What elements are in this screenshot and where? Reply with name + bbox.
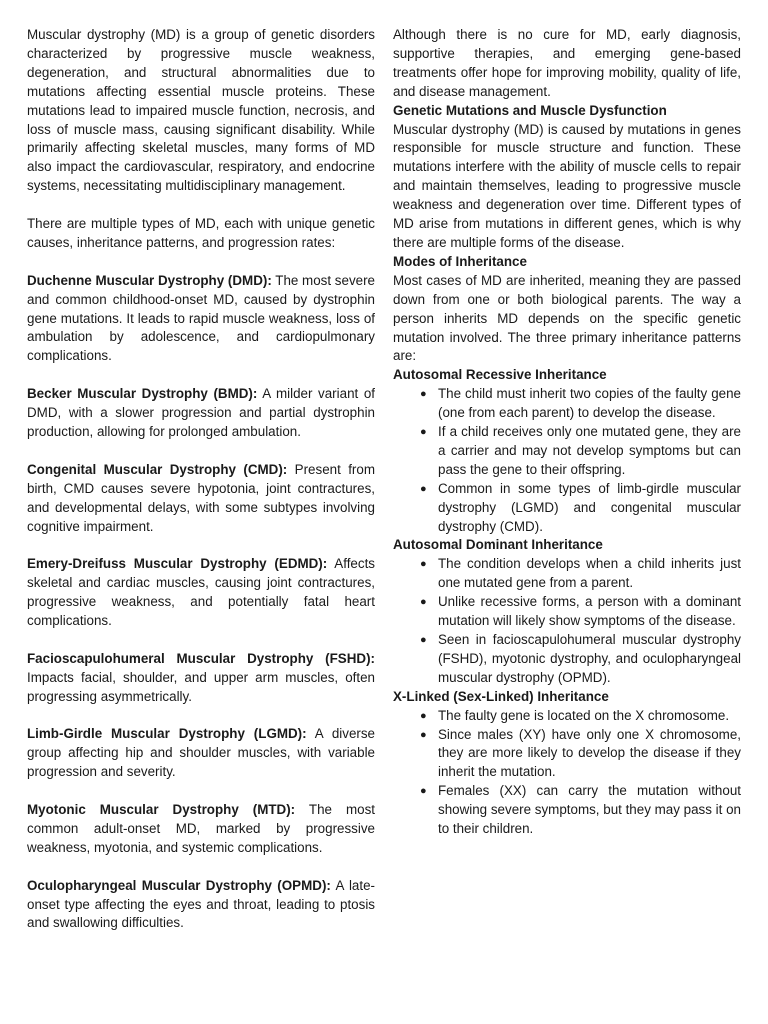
xlinked-heading: X-Linked (Sex-Linked) Inheritance xyxy=(393,688,609,704)
outlook-paragraph: Although there is no cure for MD, early diagnosis, supportive therapies, and emerging gene-based treatments offer hope for improving mobility, quality of life, and disease management. xyxy=(393,27,741,99)
bullet-icon: ● xyxy=(420,482,427,495)
type-mtd xyxy=(27,801,375,858)
list-item xyxy=(393,707,741,726)
type-dmd xyxy=(27,272,375,367)
type-desc: The most severe and common childhood-onset MD, caused by dystrophin gene mutations. It leads to rapid muscle weakness, loss of ambulation by adolescence, and cardiopulmonary complications. xyxy=(27,272,375,364)
type-desc: The most common adult-onset MD, marked by progressive weakness, myotonia, and systemic complications. xyxy=(27,802,375,855)
genetics-heading: Genetic Mutations and Muscle Dysfunction xyxy=(393,102,667,118)
list-item xyxy=(393,631,741,688)
list-item xyxy=(393,726,741,783)
intro-paragraph: Muscular dystrophy (MD) is a group of genetic disorders characterized by progressive muscle weakness, degeneration, and structural abnormalities due to mutations affecting essential muscle proteins. These mutations lead to impaired muscle function, necrosis, and loss of muscle mass, causing significant disability. While primarily affecting skeletal muscles, many forms of MD also impact the cardiovascular, respiratory, and endocrine systems, necessitating multidisciplinary management. xyxy=(27,27,375,194)
list-item-text: Females (XX) can carry the mutation without showing severe symptoms, but they may pass it on to their children. xyxy=(438,783,741,837)
type-term: Becker Muscular Dystrophy (BMD): xyxy=(27,386,258,402)
bullet-icon: ● xyxy=(420,785,427,798)
type-bmd xyxy=(27,385,375,442)
type-term: Myotonic Muscular Dystrophy (MTD): xyxy=(27,802,296,818)
inheritance-heading: Modes of Inheritance xyxy=(393,253,527,269)
type-desc: A diverse group affecting hip and shoulder muscles, with variable progression and severity. xyxy=(27,726,376,780)
type-desc: A late-onset type affecting the eyes and throat, leading to ptosis and swallowing difficulties. xyxy=(27,877,375,931)
type-term: Duchenne Muscular Dystrophy (DMD): xyxy=(27,272,272,288)
dominant-heading: Autosomal Dominant Inheritance xyxy=(393,537,603,553)
type-term: Congenital Muscular Dystrophy (CMD): xyxy=(27,461,288,477)
bullet-icon: ● xyxy=(420,728,427,741)
list-item-text: If a child receives only one mutated gene, they are a carrier and may not develop symptoms but can pass the gene to their offspring. xyxy=(438,424,741,477)
list-item-text: Unlike recessive forms, a person with a dominant mutation will likely show symptoms of the disease. xyxy=(438,594,741,629)
right-column xyxy=(393,26,741,839)
type-desc: Affects skeletal and cardiac muscles, causing joint contractures, progressive weakness, and potentially fatal heart complications. xyxy=(27,556,375,629)
list-item xyxy=(393,593,741,631)
type-opmd xyxy=(27,877,375,934)
bullet-icon: ● xyxy=(420,596,427,609)
list-item-text: The condition develops when a child inherits just one mutated gene from a parent. xyxy=(438,556,741,591)
type-desc: A milder variant of DMD, with a slower progression and partial dystrophin production, allowing for prolonged ambulation. xyxy=(27,386,375,439)
bullet-icon: ● xyxy=(420,388,427,401)
types-intro-paragraph: There are multiple types of MD, each with unique genetic causes, inheritance patterns, and progression rates: xyxy=(27,216,375,250)
type-term: Oculopharyngeal Muscular Dystrophy (OPMD): xyxy=(27,877,331,893)
list-item-text: The child must inherit two copies of the faulty gene (one from each parent) to develop the disease. xyxy=(438,386,741,421)
list-item xyxy=(393,385,741,423)
list-item xyxy=(393,423,741,480)
recessive-heading: Autosomal Recessive Inheritance xyxy=(393,367,607,383)
inheritance-paragraph: Most cases of MD are inherited, meaning they are passed down from one or both biological parents. The way a person inherits MD depends on the specific genetic mutation involved. The three primary inheritance patterns are: xyxy=(393,272,741,364)
bullet-icon: ● xyxy=(420,634,427,646)
list-item xyxy=(393,480,741,537)
list-item xyxy=(393,782,741,839)
type-term: Facioscapulohumeral Muscular Dystrophy (FSHD): xyxy=(27,650,375,666)
type-edmd xyxy=(27,555,375,631)
list-item-text: Common in some types of limb-girdle muscular dystrophy (LGMD) and congenital muscular dystrophy (CMD). xyxy=(438,480,741,534)
list-item xyxy=(393,555,741,593)
type-cmd xyxy=(27,461,375,537)
type-term: Emery-Dreifuss Muscular Dystrophy (EDMD): xyxy=(27,556,328,572)
bullet-icon: ● xyxy=(420,558,427,571)
type-fshd xyxy=(27,650,375,707)
type-desc: Impacts facial, shoulder, and upper arm muscles, often progressing asymmetrically. xyxy=(27,669,375,704)
genetics-paragraph: Muscular dystrophy (MD) is caused by mutations in genes responsible for muscle structure and function. These mutations interfere with the ability of muscle cells to repair and maintain themselves, leading to progressive muscle weakness and degeneration over time. Different types of MD arise from mutations in different genes, which is why there are multiple forms of the disease. xyxy=(393,121,741,250)
recessive-list xyxy=(393,385,741,536)
type-desc: Present from birth, CMD causes severe hypotonia, joint contractures, and developmental delays, with some subtypes involving cognitive impairment. xyxy=(27,461,375,534)
list-item-text: Seen in facioscapulohumeral muscular dystrophy (FSHD), myotonic dystrophy, and oculopharyngeal muscular dystrophy (OPMD). xyxy=(438,632,741,685)
bullet-icon: ● xyxy=(420,709,427,722)
type-term: Limb-Girdle Muscular Dystrophy (LGMD): xyxy=(27,726,307,742)
type-lgmd xyxy=(27,725,375,782)
list-item-text: The faulty gene is located on the X chromosome. xyxy=(438,707,730,723)
xlinked-list xyxy=(393,707,741,839)
list-item-text: Since males (XY) have only one X chromosome, they are more likely to develop the disease if they inherit the mutation. xyxy=(438,726,741,780)
left-column xyxy=(27,26,375,933)
dominant-list xyxy=(393,555,741,687)
bullet-icon: ● xyxy=(420,426,427,439)
